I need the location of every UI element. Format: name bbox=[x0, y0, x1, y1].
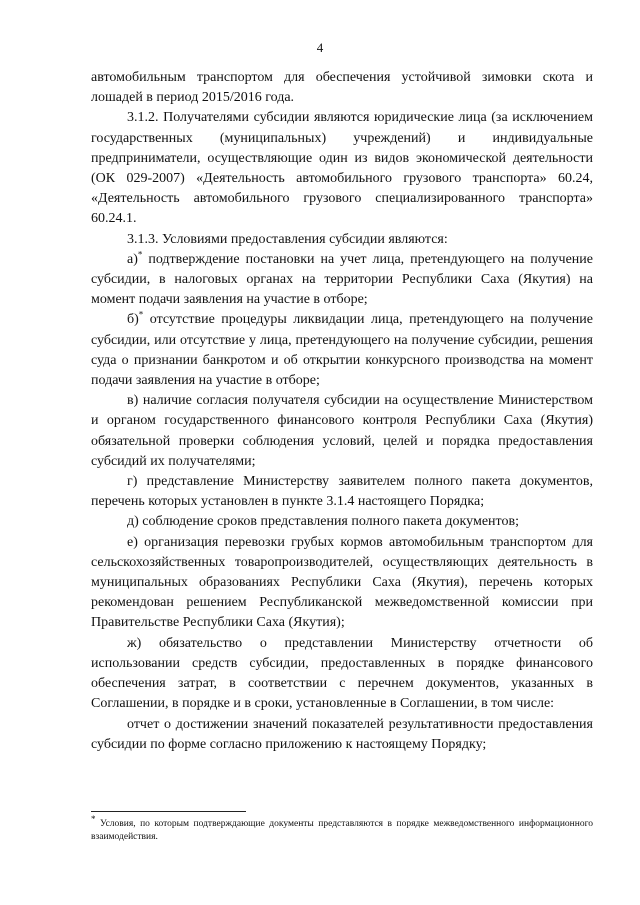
page-number: 4 bbox=[316, 40, 324, 55]
paragraph-3-1-2: 3.1.2. Получателями субсидии являются юридические лица (за исключением государственных (муниципальных) учреждений) и индивидуальные предприниматели, осуществляющие один из видов экономической деятельности (ОК 029-2007) «Деятельность автомобильного грузового транспорта» 60.24, «Деятельность автомобильного грузового специализированного транспорта» 60.24.1. bbox=[91, 110, 593, 227]
body-text bbox=[91, 68, 593, 755]
condition-e: е) организация перевозки грубых кормов автомобильным транспортом для сельскохозяйственных товаропроизводителей, осуществляющих деятельность в муниципальных образованиях Республики Саха (Якутия), перечень которых рекомендован решением Республиканской межведомственной комиссии при Правительстве Республики Саха (Якутия); bbox=[91, 534, 593, 631]
condition-a-marker: а) bbox=[127, 251, 138, 267]
footnote-separator bbox=[91, 811, 246, 812]
report-item: отчет о достижении значений показателей результативности предоставления субсидии по форме согласно приложению к настоящему Порядку; bbox=[91, 716, 593, 752]
paragraph-3-1-3: 3.1.3. Условиями предоставления субсидии являются: bbox=[127, 231, 448, 247]
condition-g: г) представление Министерству заявителем полного пакета документов, перечень которых установлен в пункте 3.1.4 настоящего Порядка; bbox=[91, 474, 593, 510]
paragraph-continuation: автомобильным транспортом для обеспечения устойчивой зимовки скота и лошадей в период 2015/2016 года. bbox=[91, 70, 593, 106]
condition-v: в) наличие согласия получателя субсидии на осуществление Министерством и органом государственного финансового контроля Республики Саха (Якутия) обязательной проверки соблюдения условий, целей и порядка предоставления субсидий их получателями; bbox=[91, 393, 593, 469]
condition-d: д) соблюдение сроков представления полного пакета документов; bbox=[127, 514, 519, 530]
footnote bbox=[91, 813, 593, 844]
footnote-text: Условия, по которым подтверждающие документы представляются в порядке межведомственного информационного взаимодействия. bbox=[91, 819, 593, 842]
condition-a bbox=[91, 250, 593, 311]
condition-b-text: отсутствие процедуры ликвидации лица, претендующего на получение субсидии, или отсутствие у лица, претендующего на получение субсидии, решения суда о признании банкротом и об открытии конкурсного производства на момент подачи заявления на участие в отборе; bbox=[91, 312, 593, 389]
condition-b-marker: б) bbox=[127, 312, 139, 328]
condition-a-text: подтверждение постановки на учет лица, претендующего на получение субсидии, в налоговых органах на территории Республики Саха (Якутия) на момент подачи заявления на участие в отборе; bbox=[91, 251, 593, 308]
condition-a-footnote-mark: * bbox=[137, 249, 143, 260]
condition-b bbox=[91, 310, 593, 391]
condition-zh: ж) обязательство о представлении Министерству отчетности об использовании средств субсидии, предоставленных в порядке финансового обеспечения затрат, в соответствии с перечнем документов, указанных в Соглашении, в порядке и в сроки, установленные в Соглашении, в том числе: bbox=[91, 635, 593, 712]
footnote-mark: * bbox=[91, 813, 96, 824]
condition-b-footnote-mark: * bbox=[138, 309, 144, 320]
